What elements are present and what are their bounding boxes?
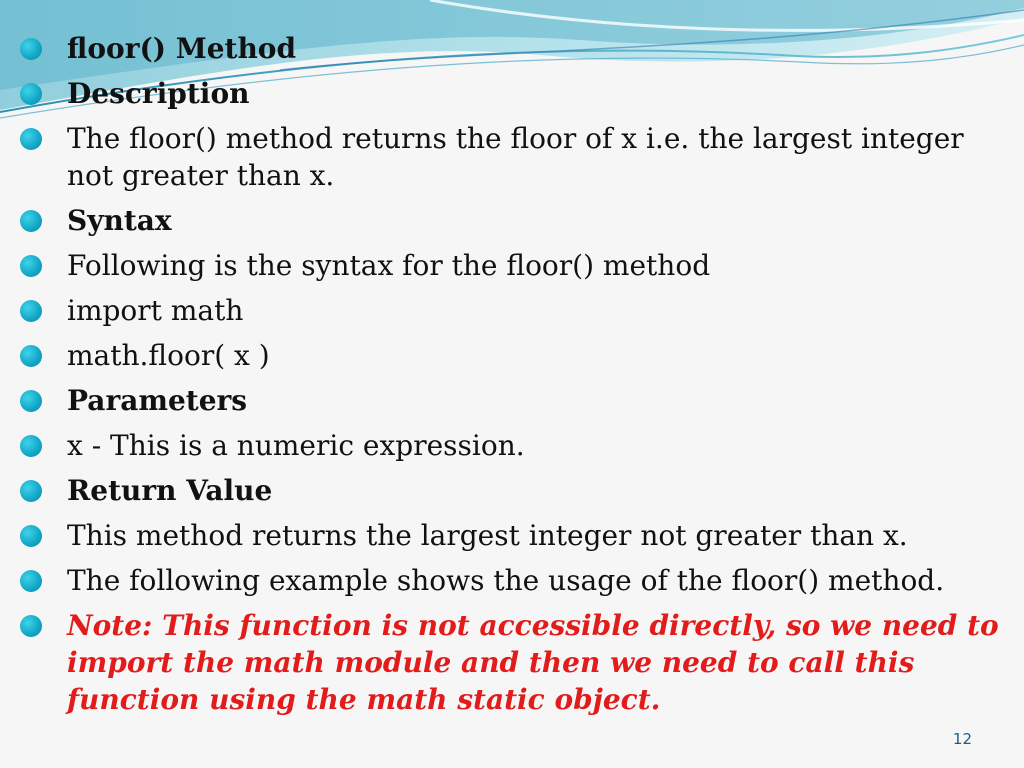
bullet-item	[0, 247, 1000, 284]
bullet-text: Description	[67, 77, 250, 110]
bullet-dot-icon	[20, 210, 42, 232]
bullet-dot-icon	[20, 38, 42, 60]
bullet-item	[0, 472, 1000, 509]
bullet-dot-icon	[20, 300, 42, 322]
bullet-item	[0, 120, 1000, 194]
bullet-text: Note: This function is not accessible directly, so we need to import the math module and then we need to call this function using the math static object.	[67, 609, 999, 716]
bullet-item	[0, 30, 1000, 67]
bullet-dot-icon	[20, 615, 42, 637]
bullet-text: Return Value	[67, 474, 273, 507]
bullet-text: import math	[67, 294, 244, 327]
bullet-text: x - This is a numeric expression.	[67, 429, 525, 462]
bullet-item	[0, 607, 1000, 718]
bullet-text: math.floor( x )	[67, 339, 270, 372]
bullet-text: The floor() method returns the floor of x i.e. the largest integer not greater than x.	[67, 122, 964, 192]
bullet-dot-icon	[20, 435, 42, 457]
page-number: 12	[952, 730, 972, 748]
bullet-text: Parameters	[67, 384, 248, 417]
bullet-item	[0, 382, 1000, 419]
bullet-item	[0, 427, 1000, 464]
bullet-dot-icon	[20, 255, 42, 277]
bullet-text: The following example shows the usage of the floor() method.	[67, 564, 945, 597]
bullet-item	[0, 337, 1000, 374]
bullet-item	[0, 292, 1000, 329]
bullet-item	[0, 517, 1000, 554]
bullet-dot-icon	[20, 480, 42, 502]
bullet-dot-icon	[20, 345, 42, 367]
bullet-text: floor() Method	[67, 32, 297, 65]
bullet-item	[0, 202, 1000, 239]
bullet-text: This method returns the largest integer not greater than x.	[67, 519, 908, 552]
bullet-dot-icon	[20, 83, 42, 105]
bullet-item	[0, 562, 1000, 599]
bullet-dot-icon	[20, 128, 42, 150]
bullet-item	[0, 75, 1000, 112]
bullet-text: Syntax	[67, 204, 172, 237]
bullet-list	[0, 30, 1000, 726]
bullet-text: Following is the syntax for the floor() method	[67, 249, 711, 282]
bullet-dot-icon	[20, 390, 42, 412]
bullet-dot-icon	[20, 525, 42, 547]
bullet-dot-icon	[20, 570, 42, 592]
